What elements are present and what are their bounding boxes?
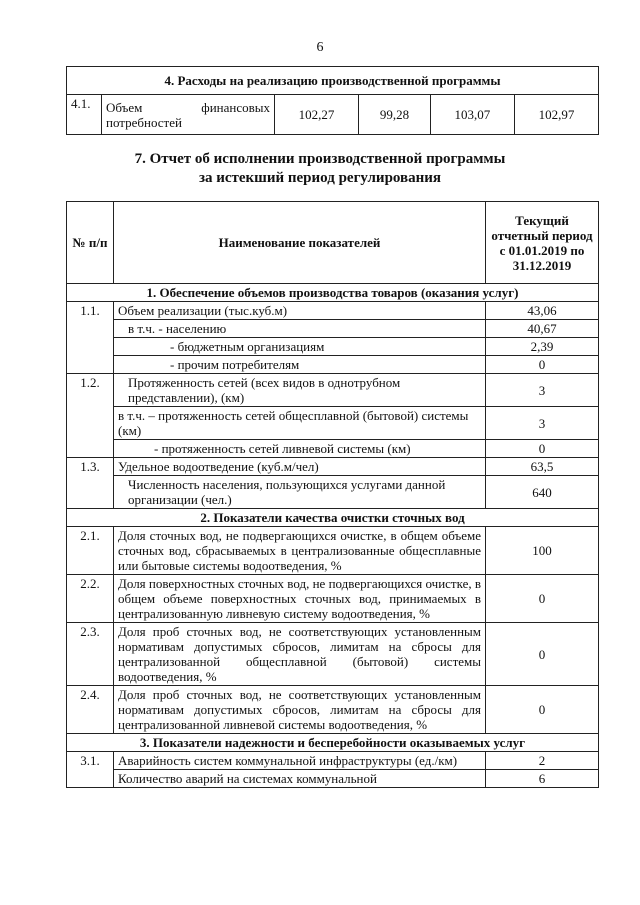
table-row <box>67 440 599 458</box>
value-3: 103,07 <box>430 95 514 135</box>
row-label: Количество аварий на системах коммунальной <box>114 770 486 788</box>
row-label: Доля проб сточных вод, не соответствующих установленным нормативам допустимых сбросов, лимитам на сбросы для централизованной ливневой системы водоотведения, % <box>114 686 486 734</box>
row-value: 0 <box>486 356 599 374</box>
row-value: 0 <box>486 686 599 734</box>
section-1-title: 1. Обеспечение объемов производства товаров (оказания услуг) <box>67 284 599 302</box>
section-2-title: 2. Показатели качества очистки сточных вод <box>67 509 599 527</box>
row-label: Численность населения, пользующихся услугами данной организации (чел.) <box>114 476 486 509</box>
row-label: Объем финансовых потребностей <box>102 95 275 135</box>
section7-title-line2: за истекший период регулирования <box>198 170 442 186</box>
table-row <box>67 374 599 407</box>
row-value: 3 <box>486 374 599 407</box>
value-4: 102,97 <box>514 95 598 135</box>
row-number: 2.1. <box>67 527 114 575</box>
table-row <box>67 356 599 374</box>
section4-title: 4. Расходы на реализацию производственной программы <box>67 67 599 95</box>
row-value: 0 <box>486 575 599 623</box>
section-3-title: 3. Показатели надежности и бесперебойности оказываемых услуг <box>67 734 599 752</box>
header-period: Текущий отчетный период с 01.01.2019 по 31.12.2019 <box>486 202 599 284</box>
row-number: 2.3. <box>67 623 114 686</box>
section7-title-line1: 7. Отчет об исполнении производственной программы <box>134 151 506 167</box>
table-row <box>67 458 599 476</box>
row-number: 1.2. <box>67 374 114 458</box>
row-value: 43,06 <box>486 302 599 320</box>
header-name: Наименование показателей <box>114 202 486 284</box>
row-number: 1.3. <box>67 458 114 509</box>
value-1: 102,27 <box>275 95 359 135</box>
table-row <box>67 527 599 575</box>
row-value: 0 <box>486 623 599 686</box>
row-value: 0 <box>486 440 599 458</box>
row-value: 100 <box>486 527 599 575</box>
table-row <box>67 686 599 734</box>
row-label: - прочим потребителям <box>114 356 486 374</box>
row-label: Объем реализации (тыс.куб.м) <box>114 302 486 320</box>
row-label: - протяженность сетей ливневой системы (км) <box>114 440 486 458</box>
row-value: 2,39 <box>486 338 599 356</box>
row-value: 640 <box>486 476 599 509</box>
row-value: 3 <box>486 407 599 440</box>
table-row <box>67 320 599 338</box>
row-label: - бюджетным организациям <box>114 338 486 356</box>
table-row <box>67 476 599 509</box>
row-label: Аварийность систем коммунальной инфраструктуры (ед./км) <box>114 752 486 770</box>
page-number: 6 <box>316 40 324 55</box>
table-row <box>67 770 599 788</box>
table-row <box>67 575 599 623</box>
table-row <box>67 407 599 440</box>
row-number: 1.1. <box>67 302 114 374</box>
row-label: Доля сточных вод, не подвергающихся очистке, в общем объеме сточных вод, сбрасываемых в централизованные общесплавные или бытовые системы водоотведения, % <box>114 527 486 575</box>
table-row <box>67 752 599 770</box>
row-label: в т.ч. – протяженность сетей общесплавной (бытовой) системы (км) <box>114 407 486 440</box>
row-label: Доля поверхностных сточных вод, не подвергающихся очистке, в общем объеме поверхностных сточных вод, принимаемых в централизованную ливневую систему водоотведения, % <box>114 575 486 623</box>
row-number: 3.1. <box>67 752 114 788</box>
row-value: 63,5 <box>486 458 599 476</box>
row-label: в т.ч. - населению <box>114 320 486 338</box>
row-number: 2.4. <box>67 686 114 734</box>
value-2: 99,28 <box>359 95 431 135</box>
table-row <box>67 302 599 320</box>
table-row <box>67 623 599 686</box>
row-label: Удельное водоотведение (куб.м/чел) <box>114 458 486 476</box>
report-table <box>66 201 599 788</box>
expenses-table <box>66 66 599 135</box>
row-number: 2.2. <box>67 575 114 623</box>
row-value: 40,67 <box>486 320 599 338</box>
row-label: Доля проб сточных вод, не соответствующих установленным нормативам допустимых сбросов, лимитам на сбросы для централизованной общесплавной (бытовой) системы водоотведения, % <box>114 623 486 686</box>
row-number: 4.1. <box>67 95 102 135</box>
table-row <box>67 338 599 356</box>
row-label: Протяженность сетей (всех видов в однотрубном представлении), (км) <box>114 374 486 407</box>
header-num: № п/п <box>67 202 114 284</box>
section7-title <box>0 150 640 188</box>
row-value: 2 <box>486 752 599 770</box>
row-value: 6 <box>486 770 599 788</box>
